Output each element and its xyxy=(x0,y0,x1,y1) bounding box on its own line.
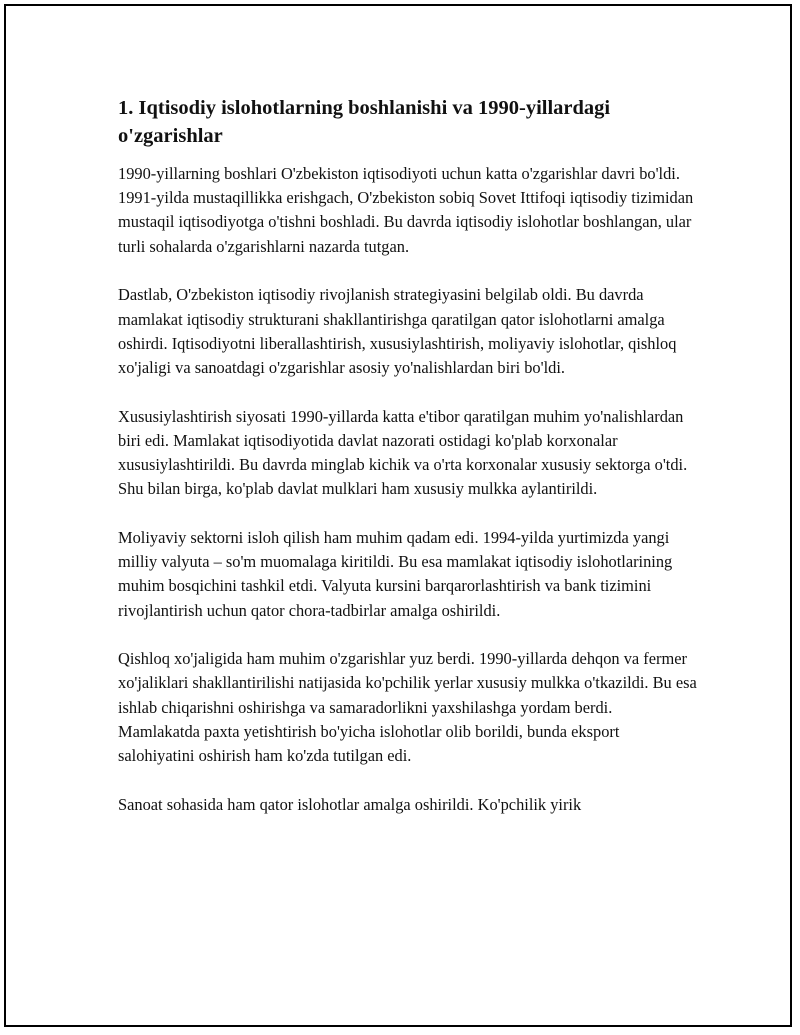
paragraph-2: Dastlab, O'zbekiston iqtisodiy rivojlanish strategiyasini belgilab oldi. Bu davrda mamlakat iqtisodiy strukturani shakllantirishga qaratilgan qator islohotlarni amalga oshirdi. Iqtisodiyotni liberallashtirish, xususiylashtirish, moliyaviy islohotlar, qishloq xo'jaligi va sanoatdagi o'zgarishlar asosiy yo'nalishlardan biri bo'ldi. xyxy=(118,285,677,377)
paragraph-6: Sanoat sohasida ham qator islohotlar amalga oshirildi. Ko'pchilik yirik xyxy=(118,794,582,814)
paragraph-3: Xususiylashtirish siyosati 1990-yillarda katta e'tibor qaratilgan muhim yo'nalishlardan biri edi. Mamlakat iqtisodiyotida davlat nazorati ostidagi ko'plab korxonalar xususiylashtirildi. Bu davrda minglab kichik va o'rta korxonalar xususiy sektorga o'tdi. Shu bilan birga, ko'plab davlat mulklari ham xususiy mulkka aylantirildi. xyxy=(118,406,688,499)
paragraph-1: 1990-yillarning boshlari O'zbekiston iqtisodiyoti uchun katta o'zgarishlar davri bo'ldi. 1991-yilda mustaqillikka erishgach, O'zbekiston sobiq Sovet Ittifoqi iqtisodiy tizimidan mustaqil iqtisodiyotga o'tishni boshladi. Bu davrda iqtisodiy islohotlar boshlangan, ular turli sohalarda o'zgarishlarni nazarda tutgan. xyxy=(118,164,694,256)
section-title: 1. Iqtisodiy islohotlarning boshlanishi va 1990-yillardagi o'zgarishlar xyxy=(118,97,611,147)
paragraph-4: Moliyaviy sektorni isloh qilish ham muhim qadam edi. 1994-yilda yurtimizda yangi milliy valyuta – so'm muomalaga kiritildi. Bu esa mamlakat iqtisodiy islohotlarining muhim bosqichini tashkil etdi. Valyuta kursini barqarorlashtirish va bank tizimini rivojlantirish uchun qator chora-tadbirlar amalga oshirildi. xyxy=(118,527,673,620)
document-body xyxy=(118,94,698,841)
paragraph-5: Qishloq xo'jaligida ham muhim o'zgarishlar yuz berdi. 1990-yillarda dehqon va fermer xo'jaliklari shakllantirilishi natijasida ko'pchilik yerlar xususiy mulkka o'tkazildi. Bu esa ishlab chiqarishni oshirishga va samaradorlikni yaxshilashga yordam berdi. Mamlakatda paxta yetishtirish bo'yicha islohotlar olib borildi, bunda eksport salohiyatini oshirish ham ko'zda tutilgan edi. xyxy=(118,649,697,766)
